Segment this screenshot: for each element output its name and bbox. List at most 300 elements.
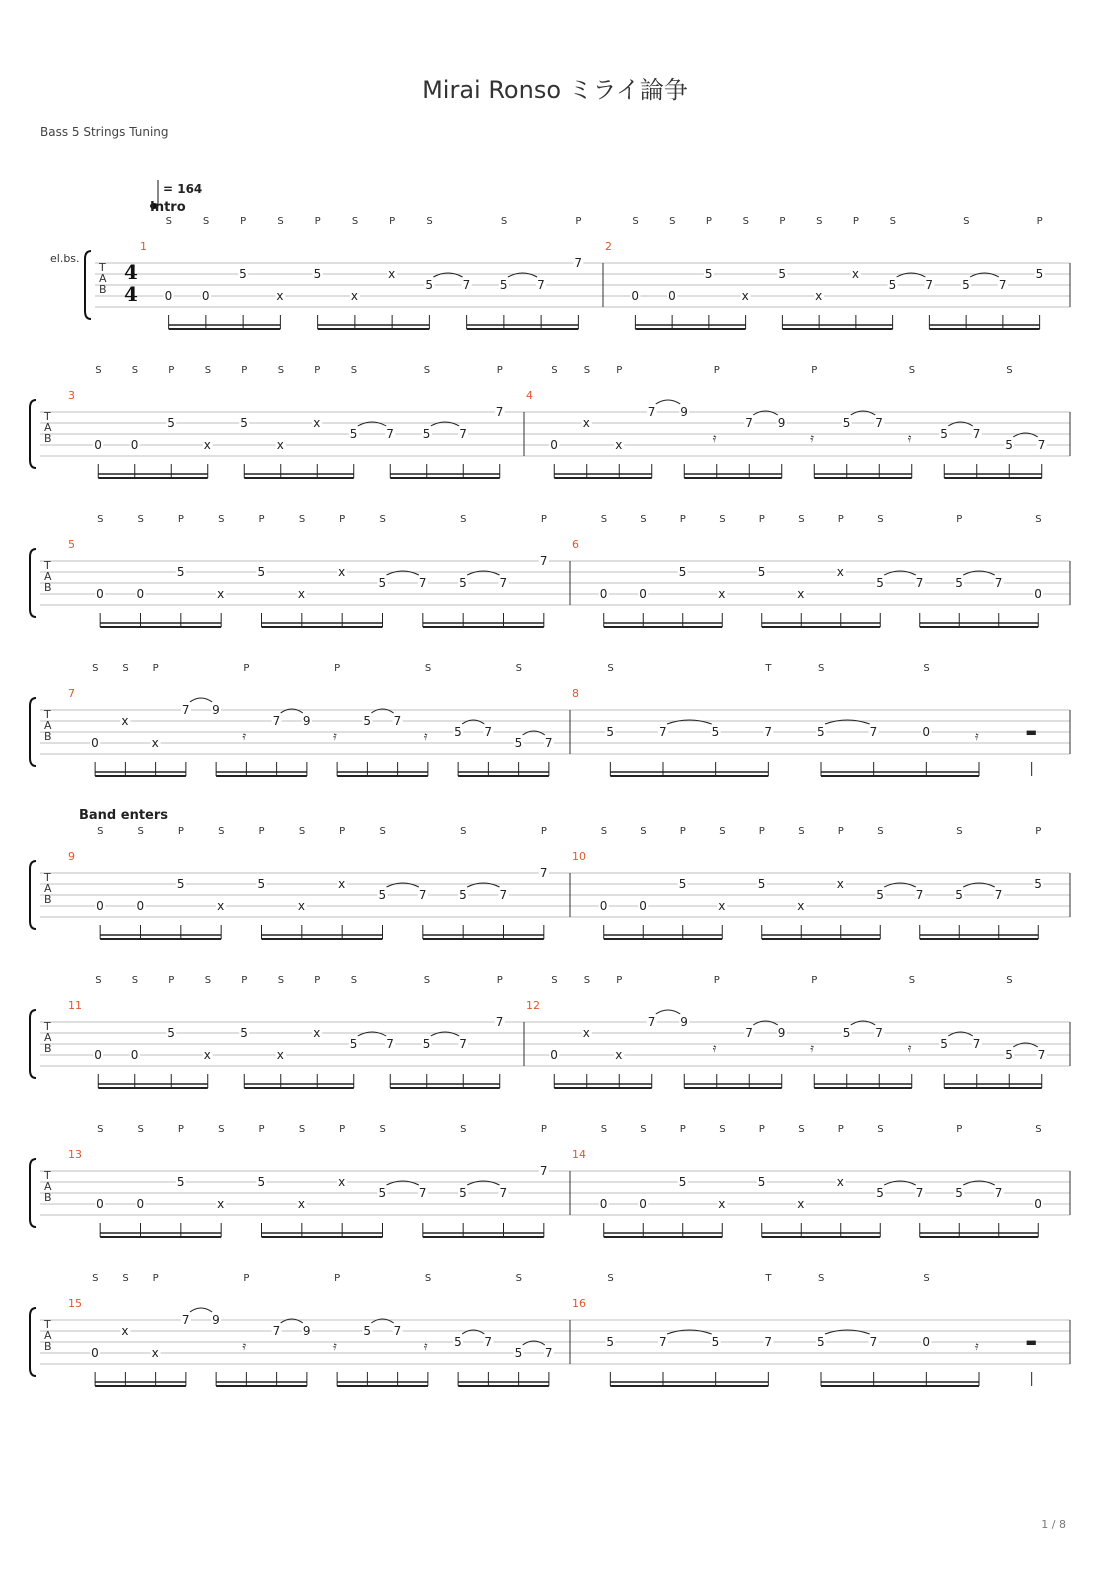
fret-number: 7 (418, 1186, 427, 1200)
technique-annotation: S (600, 1124, 608, 1135)
measure-number: 10 (572, 850, 586, 863)
technique-annotation: S (97, 1124, 104, 1135)
fret-number: 0 (96, 899, 104, 913)
technique-annotation: S (218, 514, 225, 525)
sixteenth-rest: 𝄿 (712, 431, 717, 445)
fret-number: 5 (962, 278, 970, 292)
fret-number: 9 (302, 714, 311, 728)
fret-number: 7 (459, 1037, 467, 1051)
section-label: Band enters (79, 808, 169, 823)
tab-clef-letter: B (44, 1340, 52, 1353)
technique-annotation: S (798, 1124, 805, 1135)
dead-note: x (297, 1197, 305, 1211)
technique-annotation: S (669, 216, 676, 227)
technique-annotation: S (137, 1124, 144, 1135)
dead-note: x (217, 1197, 225, 1211)
fret-number: 5 (167, 416, 175, 430)
dead-note: x (851, 267, 859, 281)
fret-number: 7 (875, 416, 883, 430)
dead-note: x (741, 289, 749, 303)
system-bracket (30, 1010, 36, 1078)
fret-number: 7 (972, 1037, 981, 1051)
technique-annotation: S (908, 975, 916, 986)
technique-annotation: S (92, 1273, 99, 1284)
fret-number: 7 (659, 1335, 667, 1349)
measure-number: 4 (526, 389, 533, 402)
dead-note: x (338, 877, 346, 891)
technique-annotation: S (719, 826, 726, 837)
fret-number: 7 (915, 888, 924, 902)
dead-note: x (203, 1048, 211, 1062)
technique-annotation: S (97, 514, 104, 525)
technique-annotation: P (152, 1273, 159, 1284)
fret-number: 7 (393, 714, 402, 728)
technique-annotation: S (818, 1273, 825, 1284)
tab-clef-letter: B (99, 283, 107, 296)
dead-note: x (151, 736, 159, 750)
technique-annotation: S (122, 1273, 129, 1284)
dead-note: x (718, 587, 726, 601)
technique-annotation: S (350, 975, 358, 986)
technique-annotation: T (765, 663, 772, 674)
technique-annotation: S (298, 514, 306, 525)
technique-annotation: P (713, 975, 720, 986)
fret-number: 0 (130, 438, 139, 452)
fret-number: 5 (1005, 438, 1013, 452)
tab-clef-letter: T (44, 1318, 51, 1331)
technique-annotation: S (95, 365, 102, 376)
tab-clef-letter: A (44, 719, 52, 732)
system-bracket (30, 1308, 36, 1376)
tie-arc (190, 698, 212, 702)
fret-number: 0 (599, 587, 608, 601)
technique-annotation: P (243, 1273, 250, 1284)
fret-number: 7 (539, 554, 548, 568)
system-bracket (30, 400, 36, 468)
technique-annotation: P (241, 975, 248, 986)
half-rest: ▬ (1025, 1335, 1038, 1349)
fret-number: 7 (1037, 438, 1046, 452)
technique-annotation: S (204, 975, 212, 986)
technique-annotation: S (551, 975, 558, 986)
technique-annotation: T (765, 1273, 772, 1284)
technique-annotation: P (334, 1273, 341, 1284)
fret-number: 0 (639, 1197, 647, 1211)
technique-annotation: P (540, 826, 547, 837)
technique-annotation: P (258, 1124, 265, 1135)
instrument-label: el.bs. (50, 252, 80, 265)
technique-annotation: S (551, 365, 558, 376)
technique-annotation: P (540, 514, 547, 525)
fret-number: 5 (514, 736, 523, 750)
technique-annotation: P (779, 216, 786, 227)
fret-number: 7 (537, 278, 545, 292)
tab-clef-letter: A (99, 272, 107, 285)
technique-annotation: S (632, 216, 639, 227)
technique-annotation: S (515, 1273, 522, 1284)
dead-note: x (313, 1026, 321, 1040)
fret-number: 7 (462, 278, 471, 292)
dead-note: x (836, 1175, 844, 1189)
fret-number: 0 (550, 1048, 558, 1062)
technique-annotation: P (314, 216, 321, 227)
fret-number: 5 (176, 565, 185, 579)
fret-number: 0 (130, 1048, 139, 1062)
tab-clef-letter: T (44, 559, 51, 572)
fret-number: 7 (998, 278, 1007, 292)
technique-annotation: P (679, 826, 686, 837)
tab-clef-letter: B (44, 893, 52, 906)
technique-annotation: S (877, 1124, 884, 1135)
dead-note: x (121, 1324, 129, 1338)
fret-number: 7 (544, 736, 553, 750)
measure-number: 8 (572, 687, 579, 700)
fret-number: 7 (869, 725, 878, 739)
measure-number: 15 (68, 1297, 82, 1310)
fret-number: 5 (363, 1324, 372, 1338)
fret-number: 5 (955, 888, 963, 902)
fret-number: 7 (764, 725, 772, 739)
fret-number: 5 (514, 1346, 523, 1360)
technique-annotation: S (816, 216, 823, 227)
fret-number: 7 (994, 888, 1003, 902)
technique-annotation: S (122, 663, 129, 674)
tab-clef-letter: A (44, 1180, 52, 1193)
fret-number: 0 (91, 1346, 99, 1360)
dead-note: x (350, 289, 358, 303)
dead-note: x (276, 289, 284, 303)
technique-annotation: S (515, 663, 522, 674)
fret-number: 7 (925, 278, 934, 292)
fret-number: 5 (240, 416, 248, 430)
fret-number: 5 (757, 565, 766, 579)
fret-number: 5 (378, 1186, 387, 1200)
technique-annotation: S (131, 365, 139, 376)
fret-number: 5 (940, 427, 948, 441)
measure-number: 6 (572, 538, 579, 551)
fret-number: 0 (639, 899, 647, 913)
tuning-label: Bass 5 Strings Tuning (40, 125, 169, 139)
technique-annotation: S (424, 1273, 432, 1284)
fret-number: 7 (181, 1313, 190, 1327)
tab-clef-letter: T (44, 708, 51, 721)
fret-number: 5 (876, 576, 884, 590)
fret-number: 7 (386, 1037, 394, 1051)
technique-annotation: S (95, 975, 102, 986)
fret-number: 0 (136, 587, 145, 601)
technique-annotation: S (298, 1124, 306, 1135)
system-bracket (30, 1159, 36, 1227)
measure-number: 1 (140, 240, 147, 253)
fret-number: 5 (778, 267, 787, 281)
technique-annotation: P (389, 216, 396, 227)
fret-number: 5 (425, 278, 434, 292)
dead-note: x (582, 1026, 590, 1040)
fret-number: 5 (606, 1335, 614, 1349)
fret-number: 5 (1034, 877, 1042, 891)
fret-number: 7 (499, 576, 508, 590)
technique-annotation: S (277, 975, 285, 986)
fret-number: 7 (574, 256, 583, 270)
sixteenth-rest: 𝄿 (907, 1041, 912, 1055)
fret-number: 0 (94, 1048, 102, 1062)
technique-annotation: S (923, 663, 930, 674)
measure-number: 12 (526, 999, 540, 1012)
tab-clef-letter: T (44, 1169, 51, 1182)
technique-annotation: P (575, 216, 582, 227)
technique-annotation: S (202, 216, 210, 227)
fret-number: 5 (678, 1175, 687, 1189)
system-bracket (85, 251, 91, 319)
fret-number: 0 (96, 587, 104, 601)
fret-number: 5 (459, 576, 467, 590)
technique-annotation: P (496, 365, 503, 376)
technique-annotation: S (583, 975, 591, 986)
technique-annotation: P (811, 365, 818, 376)
tempo-value: = 164 (163, 182, 203, 196)
fret-number: 7 (393, 1324, 402, 1338)
tab-clef-letter: A (44, 882, 52, 895)
technique-annotation: S (818, 663, 825, 674)
technique-annotation: P (168, 365, 175, 376)
technique-annotation: P (713, 365, 720, 376)
fret-number: 5 (842, 1026, 851, 1040)
fret-number: 0 (922, 1335, 930, 1349)
technique-annotation: S (640, 826, 647, 837)
dead-note: x (582, 416, 590, 430)
technique-annotation: P (758, 1124, 765, 1135)
fret-number: 9 (212, 703, 220, 717)
tab-clef-letter: A (44, 1329, 52, 1342)
fret-number: 0 (631, 289, 640, 303)
fret-number: 5 (176, 1175, 185, 1189)
tie-arc (190, 1308, 212, 1312)
fret-number: 7 (499, 1186, 508, 1200)
fret-number: 5 (349, 1037, 358, 1051)
tie-arc (656, 1010, 681, 1014)
fret-number: 5 (240, 1026, 248, 1040)
fret-number: 0 (550, 438, 558, 452)
technique-annotation: S (165, 216, 172, 227)
fret-number: 7 (386, 427, 394, 441)
fret-number: 7 (495, 1015, 504, 1029)
fret-number: 7 (459, 427, 467, 441)
technique-annotation: P (1036, 216, 1043, 227)
technique-annotation: S (908, 365, 916, 376)
fret-number: 9 (302, 1324, 311, 1338)
fret-number: 5 (349, 427, 358, 441)
fret-number: 5 (1035, 267, 1044, 281)
fret-number: 5 (817, 1335, 825, 1349)
technique-annotation: S (97, 826, 104, 837)
measure-number: 14 (572, 1148, 586, 1161)
fret-number: 5 (678, 877, 687, 891)
dead-note: x (297, 899, 305, 913)
dead-note: x (276, 438, 284, 452)
technique-annotation: S (92, 663, 99, 674)
dead-note: x (797, 587, 805, 601)
system-bracket (30, 698, 36, 766)
fret-number: 0 (639, 587, 647, 601)
technique-annotation: S (424, 663, 432, 674)
fret-number: 9 (212, 1313, 220, 1327)
technique-annotation: P (616, 975, 623, 986)
measure-number: 5 (68, 538, 75, 551)
fret-number: 5 (1005, 1048, 1013, 1062)
fret-number: 7 (994, 576, 1003, 590)
fret-number: 5 (757, 877, 766, 891)
tab-clef-letter: A (44, 1031, 52, 1044)
technique-annotation: P (240, 216, 247, 227)
fret-number: 5 (378, 888, 387, 902)
sixteenth-rest: 𝄿 (333, 729, 337, 743)
measure-number: 9 (68, 850, 75, 863)
sixteenth-rest: 𝄿 (423, 1339, 428, 1353)
technique-annotation: S (218, 1124, 225, 1135)
dead-note: x (297, 587, 305, 601)
technique-annotation: P (956, 514, 963, 525)
technique-annotation: P (679, 514, 686, 525)
technique-annotation: S (379, 514, 386, 525)
technique-annotation: P (177, 514, 184, 525)
fret-number: 9 (680, 405, 688, 419)
sixteenth-rest: 𝄿 (975, 1339, 979, 1353)
technique-annotation: S (640, 514, 647, 525)
fret-number: 7 (647, 1015, 656, 1029)
technique-annotation: S (1006, 365, 1013, 376)
sixteenth-rest: 𝄿 (242, 1339, 247, 1353)
fret-number: 7 (272, 1324, 281, 1338)
fret-number: 5 (711, 725, 720, 739)
technique-annotation: S (1035, 514, 1042, 525)
technique-annotation: S (277, 216, 284, 227)
fret-number: 5 (459, 888, 467, 902)
tab-clef-letter: B (44, 1042, 52, 1055)
dead-note: x (217, 587, 225, 601)
fret-number: 5 (606, 725, 614, 739)
measure-number: 11 (68, 999, 82, 1012)
fret-number: 7 (915, 576, 924, 590)
technique-annotation: P (334, 663, 341, 674)
fret-number: 0 (91, 736, 99, 750)
fret-number: 7 (539, 1164, 548, 1178)
dead-note: x (718, 1197, 726, 1211)
technique-annotation: S (798, 514, 805, 525)
technique-annotation: P (679, 1124, 686, 1135)
technique-annotation: S (583, 365, 591, 376)
fret-number: 5 (257, 877, 266, 891)
sixteenth-rest: 𝄿 (975, 729, 979, 743)
technique-annotation: P (540, 1124, 547, 1135)
technique-annotation: S (298, 826, 306, 837)
technique-annotation: P (241, 365, 248, 376)
technique-annotation: S (963, 216, 970, 227)
fret-number: 5 (422, 1037, 431, 1051)
fret-number: 0 (201, 289, 210, 303)
fret-number: 7 (972, 427, 981, 441)
tie-arc (656, 400, 681, 404)
technique-annotation: S (1035, 1124, 1042, 1135)
technique-annotation: P (956, 1124, 963, 1135)
technique-annotation: P (152, 663, 159, 674)
fret-number: 0 (599, 899, 608, 913)
fret-number: 0 (164, 289, 173, 303)
fret-number: 5 (454, 725, 462, 739)
fret-number: 7 (499, 888, 508, 902)
measure-number: 16 (572, 1297, 586, 1310)
dead-note: x (203, 438, 211, 452)
technique-annotation: P (258, 514, 265, 525)
fret-number: 7 (659, 725, 667, 739)
fret-number: 0 (96, 1197, 104, 1211)
fret-number: 7 (745, 416, 753, 430)
fret-number: 7 (495, 405, 504, 419)
technique-annotation: P (243, 663, 250, 674)
dead-note: x (718, 899, 726, 913)
technique-annotation: S (460, 514, 467, 525)
technique-annotation: S (640, 1124, 647, 1135)
technique-annotation: P (339, 514, 346, 525)
dead-note: x (836, 877, 844, 891)
dead-note: x (797, 899, 805, 913)
fret-number: 5 (454, 1335, 462, 1349)
technique-annotation: P (852, 216, 859, 227)
fret-number: 7 (994, 1186, 1003, 1200)
fret-number: 5 (176, 877, 185, 891)
technique-annotation: S (137, 514, 144, 525)
fret-number: 5 (499, 278, 508, 292)
tab-clef-letter: T (99, 261, 106, 274)
technique-annotation: S (131, 975, 139, 986)
fret-number: 5 (257, 1175, 266, 1189)
dead-note: x (338, 1175, 346, 1189)
system-bracket (30, 549, 36, 617)
sixteenth-rest: 𝄿 (712, 1041, 717, 1055)
page-number: 1 / 8 (1041, 1518, 1066, 1531)
sixteenth-rest: 𝄿 (423, 729, 428, 743)
fret-number: 0 (136, 1197, 145, 1211)
technique-annotation: S (719, 514, 726, 525)
technique-annotation: S (956, 826, 963, 837)
technique-annotation: P (314, 975, 321, 986)
dead-note: x (338, 565, 346, 579)
song-title: Mirai Ronso ミライ論争 (422, 76, 688, 104)
technique-annotation: S (600, 514, 608, 525)
technique-annotation: S (742, 216, 749, 227)
fret-number: 5 (888, 278, 897, 292)
fret-number: 5 (876, 888, 884, 902)
fret-number: 5 (940, 1037, 948, 1051)
fret-number: 9 (680, 1015, 688, 1029)
technique-annotation: S (218, 826, 225, 837)
fret-number: 0 (94, 438, 102, 452)
fret-number: 0 (922, 725, 930, 739)
technique-annotation: P (837, 1124, 844, 1135)
fret-number: 5 (313, 267, 322, 281)
technique-annotation: S (423, 365, 431, 376)
dead-note: x (313, 416, 321, 430)
technique-annotation: S (607, 663, 614, 674)
fret-number: 5 (678, 565, 687, 579)
fret-number: 9 (777, 416, 786, 430)
dead-note: x (388, 267, 396, 281)
technique-annotation: P (177, 1124, 184, 1135)
technique-annotation: S (798, 826, 805, 837)
fret-number: 9 (777, 1026, 786, 1040)
measure-number: 3 (68, 389, 75, 402)
technique-annotation: P (811, 975, 818, 986)
technique-annotation: P (496, 975, 503, 986)
